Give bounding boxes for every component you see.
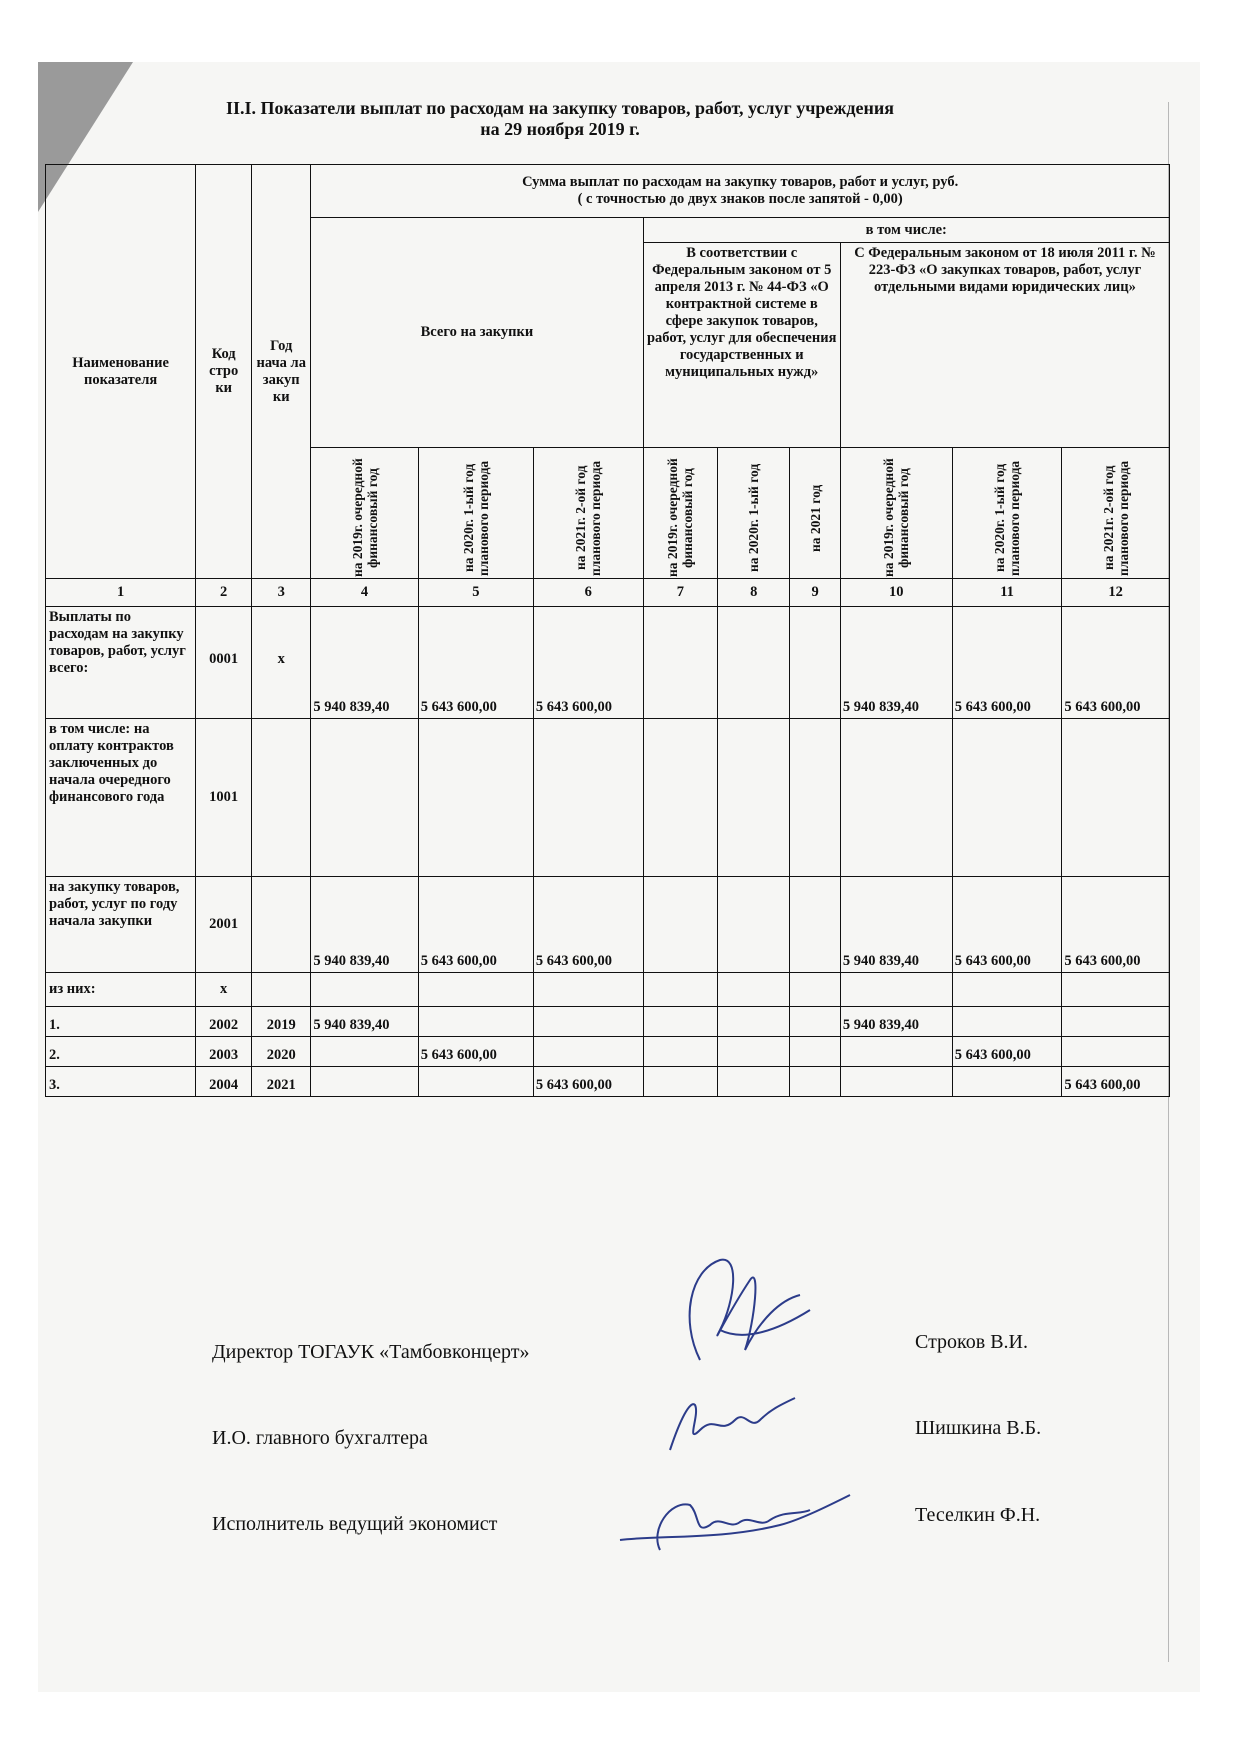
cell-value: 5 643 600,00 xyxy=(952,877,1062,973)
colnum: 11 xyxy=(952,579,1062,607)
cell-value xyxy=(311,973,418,1007)
period-col-12: на 2021г. 2-ой год планового периода xyxy=(1062,448,1170,579)
period-col-4: на 2019г. очередной финансовый год xyxy=(311,448,418,579)
cell-value xyxy=(311,719,418,877)
row-year xyxy=(252,719,311,877)
cell-value: 5 940 839,40 xyxy=(311,877,418,973)
cell-value: 5 643 600,00 xyxy=(1062,877,1170,973)
colnum: 7 xyxy=(643,579,718,607)
colnum: 5 xyxy=(418,579,533,607)
payments-table xyxy=(45,164,1170,1097)
cell-value xyxy=(1062,973,1170,1007)
row-name: Выплаты по расходам на закупку товаров, работ, услуг всего: xyxy=(46,607,196,719)
executor-name: Теселкин Ф.Н. xyxy=(915,1504,1041,1526)
cell-value xyxy=(790,719,840,877)
cell-value xyxy=(718,1007,790,1037)
cell-value xyxy=(718,607,790,719)
row-year xyxy=(252,973,311,1007)
colnum: 12 xyxy=(1062,579,1170,607)
column-number-row xyxy=(46,579,1170,607)
cell-value xyxy=(533,973,643,1007)
colnum: 6 xyxy=(533,579,643,607)
row-name: 3. xyxy=(46,1067,196,1097)
row-name: из них: xyxy=(46,973,196,1007)
cell-value: 5 643 600,00 xyxy=(418,877,533,973)
row-year: 2019 xyxy=(252,1007,311,1037)
cell-value: 5 643 600,00 xyxy=(418,1037,533,1067)
header-name: Наименование показателя xyxy=(46,165,196,579)
table-row xyxy=(46,1067,1170,1097)
cell-value xyxy=(418,719,533,877)
cell-value xyxy=(840,1067,952,1097)
header-223fz: С Федеральным законом от 18 июля 2011 г. № 223-ФЗ «О закупках товаров, работ, услуг отдельными видами юридических лиц» xyxy=(840,243,1169,448)
cell-value xyxy=(533,1007,643,1037)
row-year: 2021 xyxy=(252,1067,311,1097)
accountant-label: И.О. главного бухгалтера xyxy=(212,1427,428,1449)
cell-value xyxy=(643,1067,718,1097)
cell-value xyxy=(643,607,718,719)
period-col-9: на 2021 год xyxy=(790,448,840,579)
period-col-6: на 2021г. 2-ой год планового периода xyxy=(533,448,643,579)
accountant-name: Шишкина В.Б. xyxy=(915,1417,1042,1439)
cell-value xyxy=(643,877,718,973)
table-row xyxy=(46,1007,1170,1037)
colnum: 2 xyxy=(196,579,252,607)
row-code: 2002 xyxy=(196,1007,252,1037)
cell-value xyxy=(1062,719,1170,877)
cell-value xyxy=(418,1007,533,1037)
cell-value xyxy=(790,1007,840,1037)
cell-value xyxy=(718,877,790,973)
header-total: Всего на закупки xyxy=(311,218,643,448)
colnum: 10 xyxy=(840,579,952,607)
cell-value: 5 643 600,00 xyxy=(533,1067,643,1097)
row-year xyxy=(252,877,311,973)
cell-value xyxy=(718,973,790,1007)
colnum: 8 xyxy=(718,579,790,607)
header-44fz: В соответствии с Федеральным законом от 5 апреля 2013 г. № 44-ФЗ «О контрактной системе в сфере закупок товаров, работ, услуг для обеспечения государственных и муниципальных нужд» xyxy=(643,243,840,448)
director-name: Строков В.И. xyxy=(915,1331,1028,1353)
title-line-2: на 29 ноября 2019 г. xyxy=(480,119,640,139)
header-sum-note: ( с точностью до двух знаков после запятой - 0,00) xyxy=(577,191,903,207)
cell-value: 5 643 600,00 xyxy=(418,607,533,719)
table-row xyxy=(46,877,1170,973)
cell-value xyxy=(643,973,718,1007)
cell-value xyxy=(418,973,533,1007)
row-code: 2003 xyxy=(196,1037,252,1067)
cell-value: 5 643 600,00 xyxy=(1062,1067,1170,1097)
cell-value: 5 643 600,00 xyxy=(952,1037,1062,1067)
table-row xyxy=(46,973,1170,1007)
cell-value: 5 643 600,00 xyxy=(952,607,1062,719)
cell-value xyxy=(418,1067,533,1097)
cell-value xyxy=(643,719,718,877)
row-year: x xyxy=(252,607,311,719)
row-code: x xyxy=(196,973,252,1007)
cell-value xyxy=(952,719,1062,877)
cell-value xyxy=(840,719,952,877)
executor-signature xyxy=(600,1480,860,1560)
cell-value xyxy=(311,1037,418,1067)
period-col-11: на 2020г. 1-ый год планового периода xyxy=(952,448,1062,579)
executor-label: Исполнитель ведущий экономист xyxy=(212,1513,498,1535)
cell-value xyxy=(952,1067,1062,1097)
header-sum-title: Сумма выплат по расходам на закупку товаров, работ и услуг, руб. xyxy=(522,174,959,190)
colnum: 4 xyxy=(311,579,418,607)
cell-value xyxy=(718,1037,790,1067)
cell-value xyxy=(1062,1037,1170,1067)
cell-value xyxy=(1062,1007,1170,1037)
header-row-1 xyxy=(46,165,1170,218)
table-row xyxy=(46,607,1170,719)
header-code: Код стро ки xyxy=(196,165,252,579)
row-name: на закупку товаров, работ, услуг по году начала закупки xyxy=(46,877,196,973)
cell-value xyxy=(790,1037,840,1067)
table-row xyxy=(46,719,1170,877)
row-year: 2020 xyxy=(252,1037,311,1067)
cell-value xyxy=(533,719,643,877)
header-including: в том числе: xyxy=(643,218,1169,243)
cell-value: 5 940 839,40 xyxy=(840,877,952,973)
cell-value xyxy=(790,973,840,1007)
row-name: 2. xyxy=(46,1037,196,1067)
cell-value: 5 940 839,40 xyxy=(311,607,418,719)
period-col-10: на 2019г. очередной финансовый год xyxy=(840,448,952,579)
colnum: 3 xyxy=(252,579,311,607)
cell-value: 5 940 839,40 xyxy=(840,607,952,719)
cell-value xyxy=(311,1067,418,1097)
header-sum xyxy=(311,165,1170,218)
cell-value xyxy=(840,1037,952,1067)
cell-value: 5 940 839,40 xyxy=(840,1007,952,1037)
row-name: 1. xyxy=(46,1007,196,1037)
cell-value xyxy=(643,1037,718,1067)
colnum: 9 xyxy=(790,579,840,607)
cell-value xyxy=(643,1007,718,1037)
cell-value xyxy=(790,607,840,719)
cell-value: 5 643 600,00 xyxy=(533,607,643,719)
cell-value: 5 940 839,40 xyxy=(311,1007,418,1037)
accountant-signature xyxy=(660,1390,800,1460)
row-code: 2001 xyxy=(196,877,252,973)
cell-value xyxy=(952,1007,1062,1037)
title-line-1: II.I. Показатели выплат по расходам на закупку товаров, работ, услуг учреждения xyxy=(226,98,894,118)
cell-value xyxy=(718,1067,790,1097)
document-title xyxy=(140,98,980,140)
period-col-7: на 2019г. очередной финансовый год xyxy=(643,448,718,579)
cell-value xyxy=(533,1037,643,1067)
director-label: Директор ТОГАУК «Тамбовконцерт» xyxy=(212,1341,530,1363)
colnum: 1 xyxy=(46,579,196,607)
cell-value: 5 643 600,00 xyxy=(533,877,643,973)
row-code: 2004 xyxy=(196,1067,252,1097)
period-col-8: на 2020г. 1-ый год xyxy=(718,448,790,579)
row-code: 0001 xyxy=(196,607,252,719)
header-year: Год нача ла закуп ки xyxy=(252,165,311,579)
cell-value xyxy=(840,973,952,1007)
cell-value xyxy=(790,877,840,973)
cell-value xyxy=(790,1067,840,1097)
cell-value xyxy=(718,719,790,877)
row-code: 1001 xyxy=(196,719,252,877)
row-name: в том числе: на оплату контрактов заключенных до начала очередного финансового года xyxy=(46,719,196,877)
director-signature xyxy=(660,1240,860,1390)
cell-value xyxy=(952,973,1062,1007)
cell-value: 5 643 600,00 xyxy=(1062,607,1170,719)
table-row xyxy=(46,1037,1170,1067)
period-col-5: на 2020г. 1-ый год планового периода xyxy=(418,448,533,579)
